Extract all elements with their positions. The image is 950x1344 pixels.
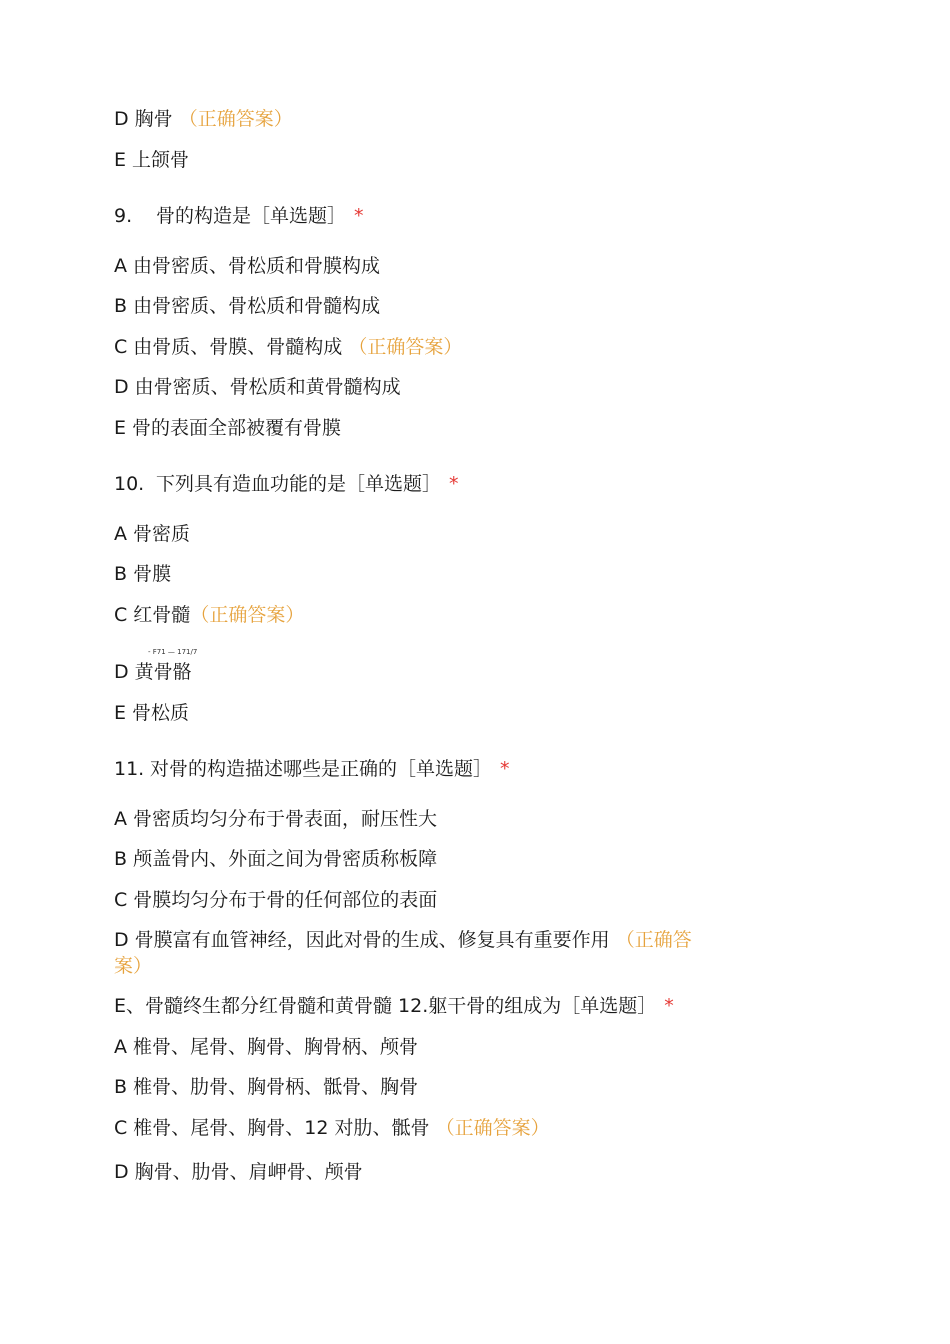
option-q10-e (114, 700, 189, 726)
option-q9-a (114, 253, 380, 279)
required-mark: * (664, 995, 674, 1017)
option-text: C 骨膜均匀分布于骨的任何部位的表面 (114, 889, 438, 911)
required-mark: * (449, 473, 459, 495)
option-text: C 由骨质、骨膜、骨髓构成 (114, 336, 343, 358)
option-text: D 骨膜富有血管神经，因此对骨的生成、修复具有重要作用 (114, 929, 610, 951)
option-text: A 骨密质 (114, 523, 191, 545)
option-text: B 骨膜 (114, 563, 172, 585)
correct-answer-label: （正确答案） (435, 1117, 550, 1139)
option-text: A 骨密质均匀分布于骨表面，耐压性大 (114, 808, 438, 830)
question-9-title (114, 203, 364, 229)
question-11-title (114, 756, 510, 782)
scan-artifact-text: - F71 — 171/7 (148, 648, 198, 656)
option-text: E、骨髓终生都分红骨髓和黄骨髓 12.躯干骨的组成为［单选题］ (114, 995, 657, 1017)
option-q12-a (114, 1034, 418, 1060)
option-q11-a (114, 806, 437, 832)
question-number: 10. (114, 473, 145, 495)
question-text: 骨的构造是［单选题］ (156, 205, 347, 227)
correct-answer-label: （正确答 (615, 929, 692, 951)
option-q11-d (114, 927, 692, 953)
option-q9-c (114, 334, 462, 360)
option-text: D 黄骨骼 (114, 661, 192, 683)
option-q12-c (114, 1115, 550, 1141)
correct-answer-label: （正确答案） (190, 604, 305, 626)
option-text: D 胸骨 (114, 108, 173, 130)
option-q9-e (114, 415, 341, 441)
question-text: 下列具有造血功能的是［单选题］ (156, 473, 442, 495)
option-text: C 椎骨、尾骨、胸骨、12 对肋、骶骨 (114, 1117, 430, 1139)
question-text: 对骨的构造描述哪些是正确的［单选题］ (150, 758, 493, 780)
option-q12-d (114, 1159, 363, 1185)
question-number: 9. (114, 205, 133, 227)
correct-answer-label: （正确答案） (178, 108, 293, 130)
option-text: D 胸骨、肋骨、肩岬骨、颅骨 (114, 1161, 363, 1183)
option-q9-d (114, 374, 401, 400)
required-mark: * (500, 758, 510, 780)
option-q9-b (114, 293, 380, 319)
option-q11-d-continued (114, 953, 152, 979)
option-text: B 由骨密质、骨松质和骨髓构成 (114, 295, 381, 317)
option-text: C 红骨髓 (114, 604, 191, 626)
option-text: B 颅盖骨内、外面之间为骨密质称板障 (114, 848, 438, 870)
option-text: E 上颌骨 (114, 149, 190, 171)
option-q11-b (114, 846, 437, 872)
required-mark: * (354, 205, 364, 227)
correct-answer-label-continued: 案） (114, 955, 153, 977)
option-text: E 骨松质 (114, 702, 190, 724)
option-text: B 椎骨、肋骨、胸骨柄、骶骨、胸骨 (114, 1076, 419, 1098)
option-text: E 骨的表面全部被覆有骨膜 (114, 417, 342, 439)
question-number: 11. (114, 758, 145, 780)
option-q10-a (114, 521, 190, 547)
option-q8-d (114, 106, 293, 132)
option-q11-c (114, 887, 437, 913)
option-q11-e-and-question-12-title (114, 993, 674, 1019)
option-q10-b (114, 561, 171, 587)
option-text: A 椎骨、尾骨、胸骨、胸骨柄、颅骨 (114, 1036, 419, 1058)
option-text: D 由骨密质、骨松质和黄骨髓构成 (114, 376, 401, 398)
option-q8-e (114, 147, 189, 173)
option-text: A 由骨密质、骨松质和骨膜构成 (114, 255, 381, 277)
option-q12-b (114, 1074, 418, 1100)
correct-answer-label: （正确答案） (348, 336, 463, 358)
option-q10-c (114, 602, 304, 628)
option-q10-d (114, 659, 192, 685)
question-10-title (114, 471, 459, 497)
